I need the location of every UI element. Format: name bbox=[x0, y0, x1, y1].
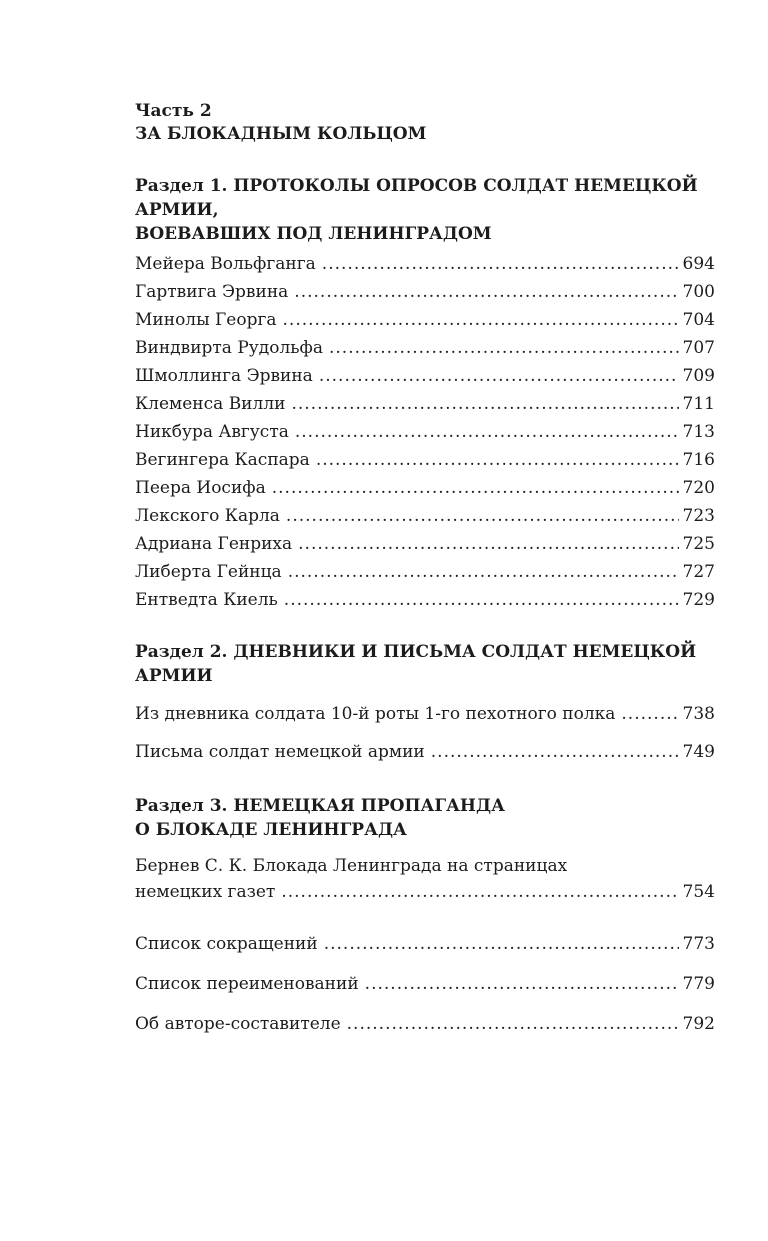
toc-entry-title: Клеменса Вилли bbox=[135, 394, 286, 414]
dot-leader bbox=[288, 558, 679, 586]
toc-entry[interactable] bbox=[135, 474, 715, 502]
toc-entry[interactable] bbox=[135, 446, 715, 474]
toc-entry-page: 773 bbox=[682, 934, 715, 954]
toc-entry-page: 779 bbox=[682, 974, 715, 994]
toc-entry[interactable] bbox=[135, 530, 715, 558]
toc-entry-title: Пеера Иосифа bbox=[135, 478, 266, 498]
toc-entry-title: Минолы Георга bbox=[135, 310, 277, 330]
toc-entry-page: 720 bbox=[682, 478, 715, 498]
dot-leader bbox=[291, 390, 678, 418]
section-1-entries bbox=[135, 250, 715, 614]
toc-entry[interactable] bbox=[135, 700, 715, 728]
toc-entry-title-line1: Бернев С. К. Блокада Ленинграда на страницах bbox=[135, 856, 568, 876]
toc-entry-page: 700 bbox=[682, 282, 715, 302]
dot-leader bbox=[295, 418, 679, 446]
section-heading-line: ВОЕВАВШИХ ПОД ЛЕНИНГРАДОМ bbox=[135, 224, 492, 244]
toc-entry[interactable] bbox=[135, 970, 715, 998]
section-heading-1 bbox=[135, 174, 715, 246]
toc-entry-title: Письма солдат немецкой армии bbox=[135, 742, 425, 762]
toc-entry-title: Лекского Карла bbox=[135, 506, 280, 526]
section-heading-line: Раздел 3. НЕМЕЦКАЯ ПРОПАГАНДА bbox=[135, 796, 505, 816]
toc-entry-page: 704 bbox=[682, 310, 715, 330]
dot-leader bbox=[284, 586, 679, 614]
part-header bbox=[135, 100, 715, 146]
dot-leader bbox=[294, 278, 678, 306]
dot-leader bbox=[281, 878, 678, 906]
toc-entry-title: Либерта Гейнца bbox=[135, 562, 282, 582]
section-2-entries bbox=[135, 700, 715, 766]
toc-entry[interactable] bbox=[135, 930, 715, 958]
section-heading-3 bbox=[135, 794, 715, 842]
toc-entry-title: Вегингера Каспара bbox=[135, 450, 310, 470]
toc-entry[interactable] bbox=[135, 278, 715, 306]
toc-entry[interactable] bbox=[135, 502, 715, 530]
toc-entry-title: Список сокращений bbox=[135, 934, 318, 954]
toc-entry-page: 709 bbox=[682, 366, 715, 386]
toc-entry-last-line bbox=[135, 878, 715, 906]
toc-entry[interactable] bbox=[135, 362, 715, 390]
toc-entry-page: 749 bbox=[682, 742, 715, 762]
dot-leader bbox=[621, 700, 678, 728]
section-heading-2 bbox=[135, 640, 715, 688]
dot-leader bbox=[298, 530, 678, 558]
part-title: ЗА БЛОКАДНЫМ КОЛЬЦОМ bbox=[135, 124, 427, 144]
section-heading-line: О БЛОКАДЕ ЛЕНИНГРАДА bbox=[135, 820, 407, 840]
dot-leader bbox=[347, 1010, 679, 1038]
toc-entry[interactable] bbox=[135, 390, 715, 418]
toc-entry-page: 713 bbox=[682, 422, 715, 442]
toc-entry-title-line2: немецких газет bbox=[135, 882, 276, 902]
toc-entry-title: Никбура Августа bbox=[135, 422, 289, 442]
toc-entry-title: Из дневника солдата 10-й роты 1-го пехотного полка bbox=[135, 704, 616, 724]
appendix-entries bbox=[135, 930, 715, 1038]
dot-leader bbox=[272, 474, 679, 502]
toc-entry-page: 729 bbox=[682, 590, 715, 610]
dot-leader bbox=[324, 930, 679, 958]
toc-entry-page: 694 bbox=[682, 254, 715, 274]
toc-entry-page: 727 bbox=[682, 562, 715, 582]
toc-entry-title: Мейера Вольфганга bbox=[135, 254, 316, 274]
toc-entry-page: 711 bbox=[682, 394, 715, 414]
toc-entry-page: 725 bbox=[682, 534, 715, 554]
toc-entry-title: Шмоллинга Эрвина bbox=[135, 366, 313, 386]
table-of-contents bbox=[135, 100, 715, 1038]
dot-leader bbox=[319, 362, 679, 390]
toc-entry-page: 707 bbox=[682, 338, 715, 358]
dot-leader bbox=[316, 446, 679, 474]
toc-entry[interactable] bbox=[135, 738, 715, 766]
toc-entry-title: Об авторе-составителе bbox=[135, 1014, 341, 1034]
toc-entry-page: 723 bbox=[682, 506, 715, 526]
toc-entry-title: Виндвирта Рудольфа bbox=[135, 338, 323, 358]
dot-leader bbox=[329, 334, 679, 362]
toc-entry-title: Адриана Генриха bbox=[135, 534, 293, 554]
dot-leader bbox=[283, 306, 679, 334]
toc-entry-page: 754 bbox=[682, 882, 715, 902]
toc-entry[interactable] bbox=[135, 306, 715, 334]
dot-leader bbox=[431, 738, 679, 766]
toc-entry[interactable] bbox=[135, 250, 715, 278]
toc-entry-title: Гартвига Эрвина bbox=[135, 282, 289, 302]
toc-entry[interactable] bbox=[135, 558, 715, 586]
section-heading-line: Раздел 1. ПРОТОКОЛЫ ОПРОСОВ СОЛДАТ НЕМЕЦКОЙ АРМИИ, bbox=[135, 176, 698, 220]
toc-entry-page: 716 bbox=[682, 450, 715, 470]
toc-entry-page: 738 bbox=[682, 704, 715, 724]
dot-leader bbox=[286, 502, 679, 530]
toc-entry-title: Список переименований bbox=[135, 974, 359, 994]
toc-entry-page: 792 bbox=[682, 1014, 715, 1034]
toc-entry[interactable] bbox=[135, 1010, 715, 1038]
dot-leader bbox=[365, 970, 679, 998]
toc-entry[interactable] bbox=[135, 586, 715, 614]
toc-entry-title: Ентведта Киель bbox=[135, 590, 278, 610]
dot-leader bbox=[322, 250, 679, 278]
section-heading-line: Раздел 2. ДНЕВНИКИ И ПИСЬМА СОЛДАТ НЕМЕЦКОЙ АРМИИ bbox=[135, 642, 697, 686]
section-3-entries bbox=[135, 854, 715, 906]
toc-entry[interactable] bbox=[135, 334, 715, 362]
toc-entry-multiline[interactable] bbox=[135, 854, 715, 906]
toc-entry[interactable] bbox=[135, 418, 715, 446]
part-label: Часть 2 bbox=[135, 101, 212, 121]
